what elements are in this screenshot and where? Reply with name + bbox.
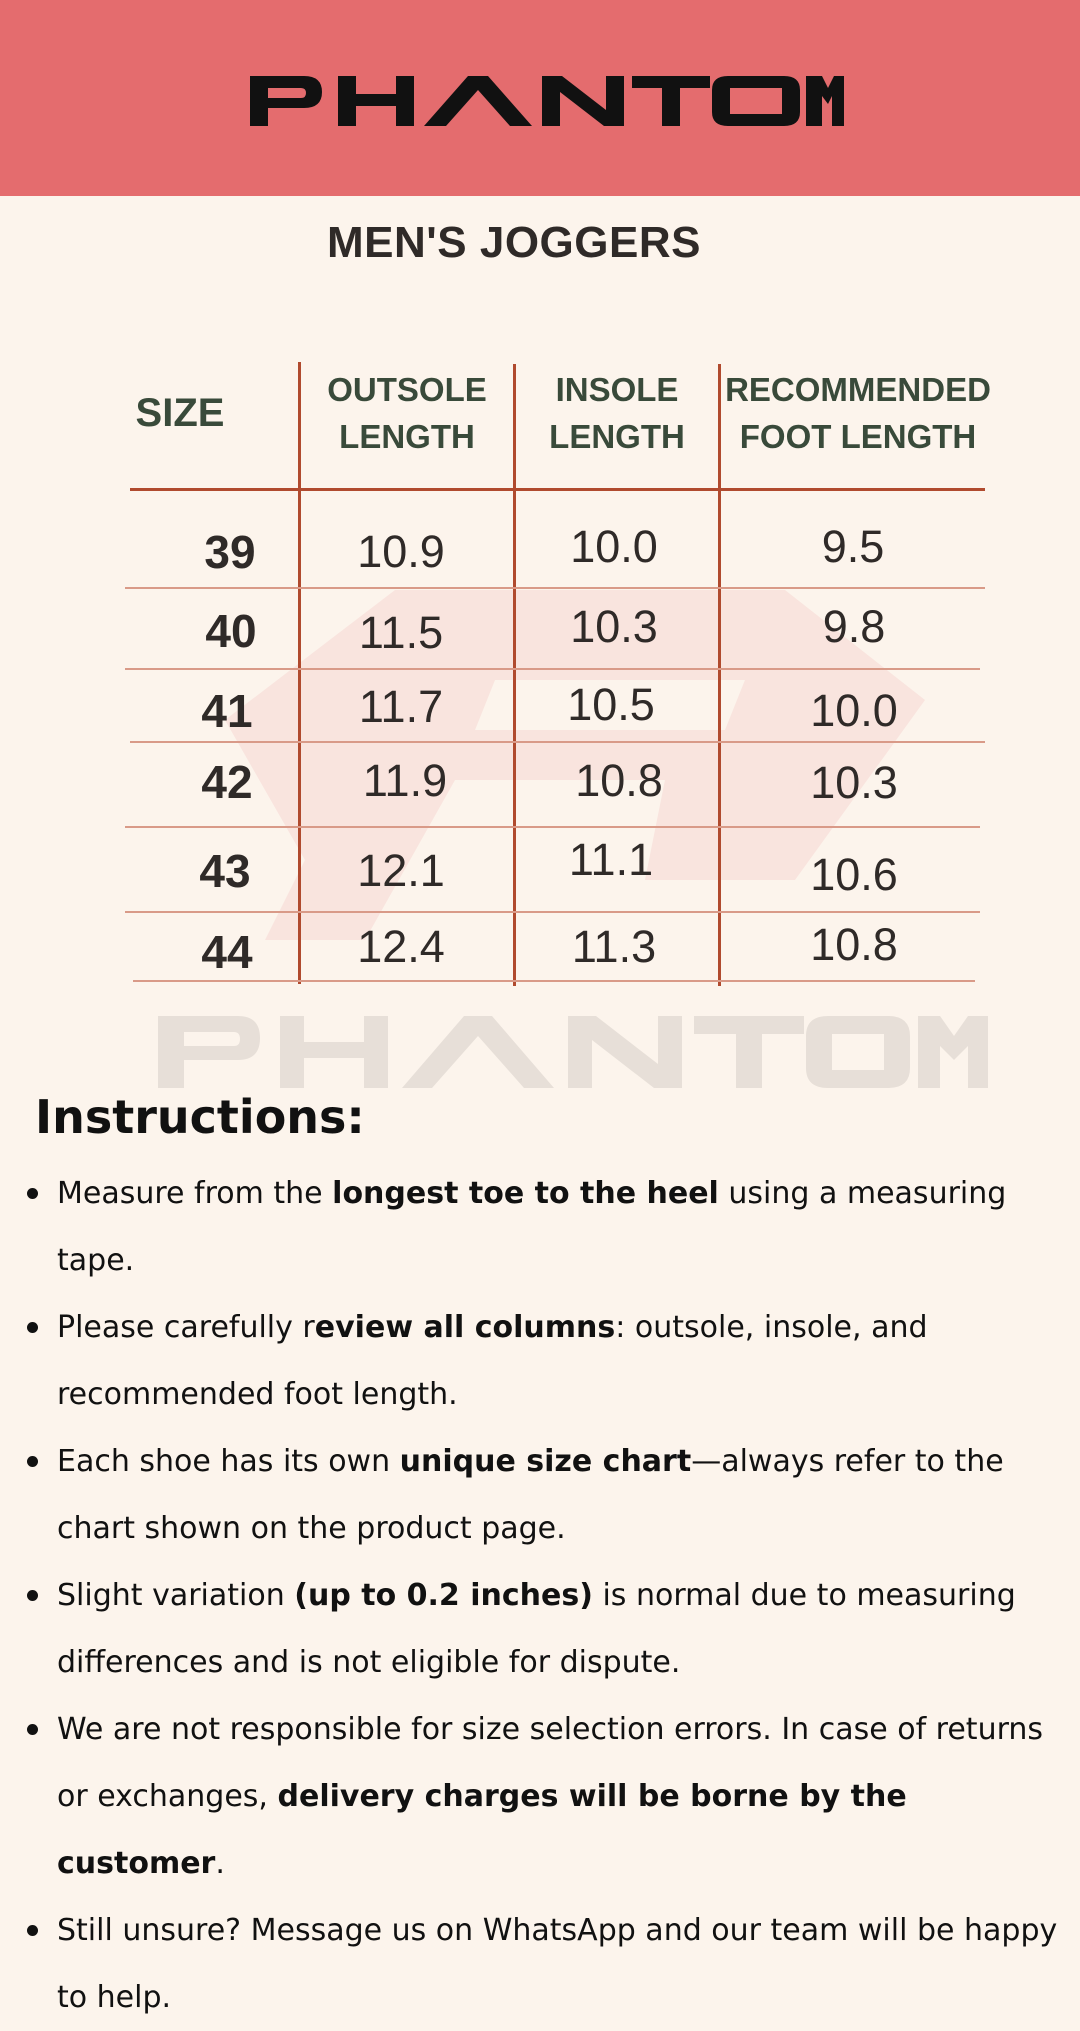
instruction-text: Slight variation: [57, 1578, 295, 1613]
bullet-icon: [27, 1322, 38, 1333]
instruction-text: Measure from the: [57, 1176, 333, 1211]
instruction-emphasis: longest toe to the heel: [332, 1176, 719, 1211]
insole-cell: 10.3: [570, 601, 658, 652]
watermark-logo: [158, 1012, 988, 1092]
phantom-logo: [246, 72, 846, 130]
instruction-emphasis: unique size chart: [399, 1444, 692, 1479]
outsole-cell: 11.9: [362, 755, 448, 806]
header-size: SIZE: [135, 391, 225, 435]
size-cell: 42: [201, 756, 253, 808]
foot-cell: 10.0: [810, 685, 898, 736]
instruction-text: Please carefully r: [57, 1310, 315, 1345]
row-divider: [125, 587, 985, 589]
instructions-title: Instructions:: [35, 1090, 365, 1144]
header-outsole-line1: OUTSOLE: [327, 371, 487, 408]
header-insole-line2: LENGTH: [549, 418, 685, 455]
foot-cell: 10.8: [810, 919, 898, 970]
insole-cell: 10.5: [567, 679, 655, 730]
outsole-cell: 12.4: [357, 921, 445, 972]
instructions-list: [0, 1160, 1080, 2031]
instruction-item: [0, 1294, 1080, 1428]
size-cell: 41: [201, 685, 253, 737]
bullet-icon: [27, 1590, 38, 1601]
header-foot-line1: RECOMMENDED: [725, 371, 991, 408]
size-cell: 40: [205, 605, 257, 657]
header-insole: [516, 366, 718, 460]
instruction-emphasis: delivery charges will be borne by the customer: [57, 1779, 907, 1881]
instruction-text: We are not responsible for size selection errors. In case of returns or exchanges,: [57, 1712, 1044, 1814]
instruction-text: Still unsure? Message us on WhatsApp and our team will be happy to help.: [57, 1913, 1058, 2015]
outsole-cell: 12.1: [357, 845, 445, 896]
insole-cell: 11.1: [568, 834, 654, 885]
header-divider: [130, 488, 985, 491]
header-outsole: [301, 366, 513, 460]
insole-cell: 10.8: [575, 755, 663, 806]
instruction-item: [0, 1696, 1080, 1897]
outsole-cell: 10.9: [357, 526, 445, 577]
row-divider: [125, 668, 980, 670]
instruction-item: [0, 1160, 1080, 1294]
instruction-text: : outsole, insole, and recommended foot length.: [57, 1310, 928, 1412]
bullet-icon: [27, 1188, 38, 1199]
header-recommended-foot: [721, 366, 995, 460]
size-cell: 39: [204, 526, 256, 578]
row-divider: [125, 826, 980, 828]
foot-cell: 9.5: [821, 521, 885, 572]
instruction-text: .: [215, 1846, 225, 1881]
page-title: MEN'S JOGGERS: [327, 218, 701, 267]
header-outsole-line2: LENGTH: [339, 418, 475, 455]
instruction-text: —always refer to the chart shown on the product page.: [57, 1444, 1004, 1546]
instruction-text: Each shoe has its own: [57, 1444, 400, 1479]
row-divider: [125, 911, 980, 913]
foot-cell: 9.8: [822, 601, 886, 652]
bullet-icon: [27, 1925, 38, 1936]
instruction-item: [0, 1562, 1080, 1696]
header-foot-line2: FOOT LENGTH: [739, 418, 977, 455]
foot-cell: 10.3: [810, 757, 898, 808]
bullet-icon: [27, 1724, 38, 1735]
instruction-text: using a measuring tape.: [57, 1176, 1007, 1278]
instruction-item: [0, 1897, 1080, 2031]
outsole-cell: 11.5: [358, 607, 444, 658]
instruction-item: [0, 1428, 1080, 1562]
row-divider: [133, 980, 975, 982]
brand-header: [0, 0, 1080, 196]
instruction-emphasis: eview all columns: [314, 1310, 616, 1345]
outsole-cell: 11.7: [358, 681, 444, 732]
header-insole-line1: INSOLE: [555, 371, 679, 408]
row-divider: [130, 741, 985, 743]
foot-cell: 10.6: [810, 849, 898, 900]
bullet-icon: [27, 1456, 38, 1467]
insole-cell: 10.0: [570, 521, 658, 572]
insole-cell: 11.3: [571, 921, 657, 972]
instruction-emphasis: (up to 0.2 inches): [294, 1578, 593, 1613]
size-cell: 43: [199, 845, 251, 897]
size-cell: 44: [201, 926, 253, 978]
size-chart-table: [125, 360, 991, 990]
instruction-text: is normal due to measuring differences and is not eligible for dispute.: [57, 1578, 1016, 1680]
